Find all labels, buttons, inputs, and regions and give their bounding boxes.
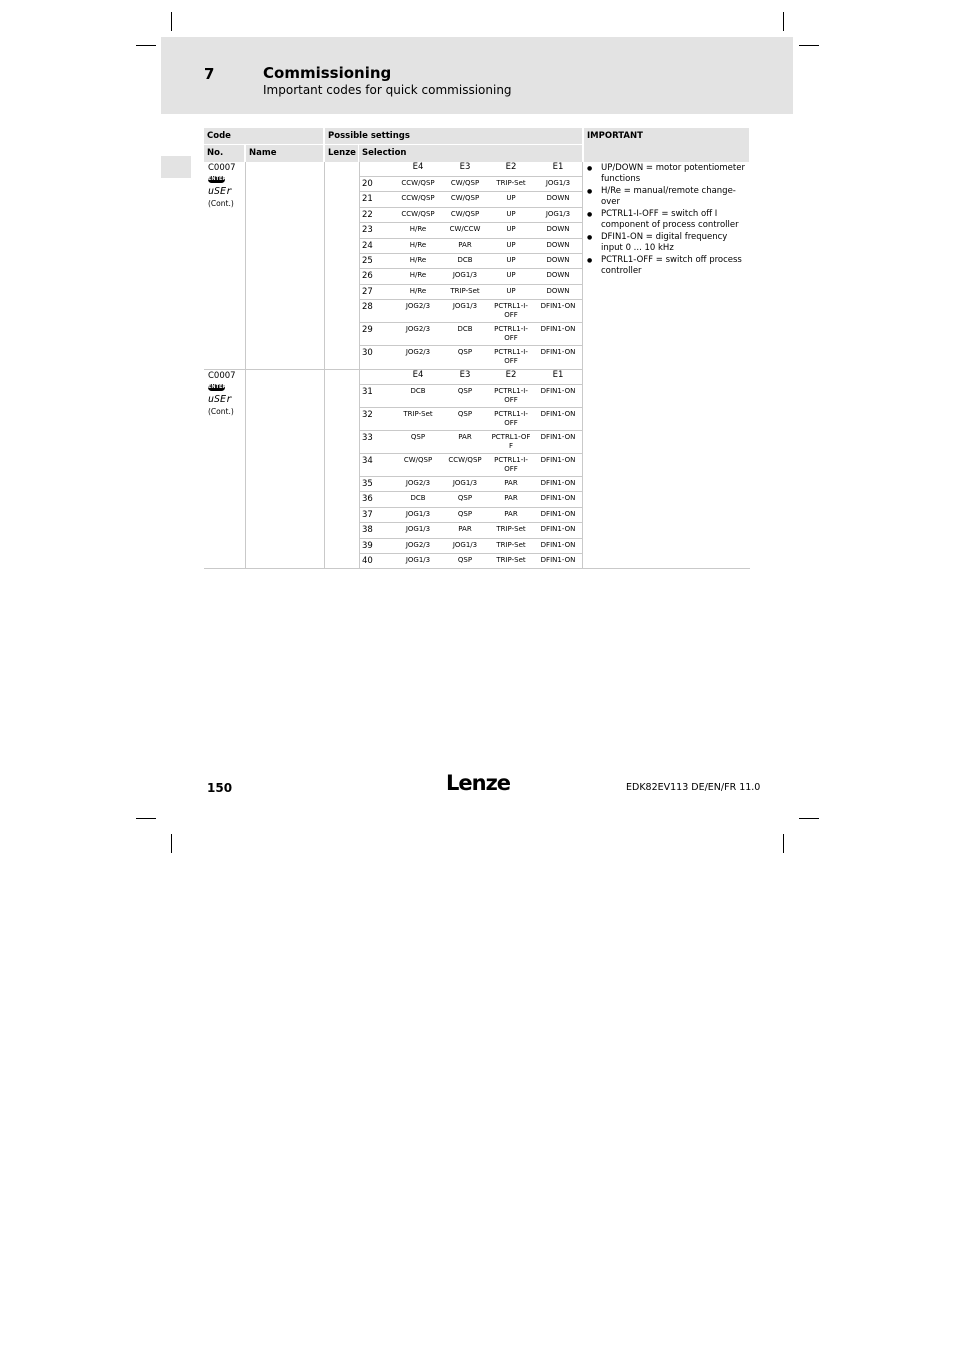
selection-row	[360, 323, 582, 345]
selection-row	[360, 208, 582, 222]
selection-number: 33	[362, 433, 373, 443]
selection-value: H/Re	[409, 256, 427, 264]
chapter-title: Commissioning	[263, 64, 392, 82]
selection-number: 27	[362, 286, 373, 297]
selection-value: DOWN	[546, 286, 570, 295]
selection-number: 31	[362, 387, 373, 397]
table-head-name: Name	[246, 145, 323, 162]
selection-number: 29	[362, 325, 373, 336]
selection-value: CW/QSP	[403, 456, 433, 464]
selection-value: DFIN1-ON	[540, 525, 576, 534]
selection-row	[360, 300, 582, 322]
selection-value: TRIP-Set	[496, 540, 526, 549]
important-note: ● H/Re = manual/remote change-over	[586, 186, 746, 208]
selection-value: UP	[506, 209, 516, 218]
selection-value: PAR	[458, 433, 472, 441]
selection-value: DOWN	[546, 240, 570, 249]
selection-value: UP	[506, 240, 516, 249]
crop-mark	[136, 818, 156, 819]
lcd-display-text: uSEr	[208, 186, 233, 197]
selection-number: 22	[362, 209, 373, 220]
selection-row	[360, 508, 582, 522]
table-head-no: No.	[204, 145, 244, 162]
selection-value: CCW/QSP	[401, 194, 435, 203]
important-notes-list	[586, 163, 746, 278]
selection-row	[360, 285, 582, 299]
selection-value: QSP	[410, 433, 426, 441]
document-id: EDK82EV113 DE/EN/FR 11.0	[626, 782, 761, 793]
selection-number: 23	[362, 225, 373, 236]
selection-value: JOG1/3	[452, 540, 478, 549]
selection-number: 30	[362, 348, 373, 359]
table-grid-line	[324, 162, 325, 568]
table-head-possible-settings: Possible settings	[325, 128, 582, 144]
selection-value: QSP	[457, 556, 473, 564]
table-head-important: IMPORTANT	[584, 128, 749, 162]
table-head-code: Code	[204, 128, 323, 144]
selection-value: UP	[506, 286, 516, 295]
selection-header-row	[360, 370, 582, 384]
table-grid-line	[582, 162, 583, 568]
selection-value: JOG1/3	[452, 479, 478, 487]
chapter-subtitle: Important codes for quick commissioning	[263, 83, 512, 97]
selection-row	[360, 492, 582, 506]
selection-value: JOG1/3	[452, 302, 478, 311]
selection-value: JOG1/3	[545, 179, 571, 187]
enter-key-icon: ENTER	[208, 384, 227, 390]
selection-row	[360, 177, 582, 191]
selection-value: DFIN1-ON	[540, 325, 576, 334]
selection-value: QSP	[457, 348, 473, 357]
selection-value: H/Re	[409, 225, 427, 234]
selection-value: QSP	[457, 410, 473, 418]
selection-number: 36	[362, 494, 373, 505]
selection-value: DFIN1-ON	[540, 479, 576, 487]
selection-value: DFIN1-ON	[540, 556, 576, 564]
selection-row	[360, 385, 582, 407]
selection-value: PAR	[504, 479, 518, 487]
continued-label: (Cont.)	[208, 199, 234, 208]
selection-number: 40	[362, 556, 373, 566]
selection-column-header: E1	[552, 370, 564, 380]
selection-value: DCB	[457, 325, 473, 334]
selection-value: CW/QSP	[450, 209, 480, 218]
selection-value: PCTRL1-I- OFF	[494, 456, 528, 473]
selection-value: DFIN1-ON	[540, 433, 576, 441]
code-cell	[208, 162, 236, 210]
important-note: ● UP/DOWN = motor potentiometer functions	[586, 163, 746, 185]
code-cell	[208, 370, 236, 418]
selection-number: 25	[362, 256, 373, 266]
selection-column-header: E3	[459, 162, 471, 172]
selection-number: 37	[362, 509, 373, 520]
selection-value: CW/QSP	[450, 194, 480, 203]
selection-column-header: E4	[412, 162, 424, 172]
selection-number: 32	[362, 410, 373, 420]
selection-number: 24	[362, 240, 373, 251]
chapter-side-tab	[161, 156, 191, 178]
selection-header-row	[360, 162, 582, 176]
selection-value: QSP	[457, 387, 473, 395]
selection-value: DFIN1-ON	[540, 302, 576, 311]
important-note: ● DFIN1-ON = digital frequency input 0 ... 10 kHz	[586, 232, 746, 254]
selection-value: TRIP-Set	[496, 525, 526, 534]
header-band	[161, 37, 793, 114]
selection-value: QSP	[457, 494, 473, 503]
selection-value: JOG2/3	[405, 479, 431, 487]
table-head-lenze: Lenze	[325, 145, 358, 162]
table-grid-line	[245, 162, 246, 568]
page-number: 150	[207, 781, 233, 795]
selection-row	[360, 223, 582, 237]
code-number: C0007	[208, 371, 236, 381]
crop-mark	[799, 818, 819, 819]
selection-value: PCTRL1-I- OFF	[494, 348, 528, 366]
selection-value: JOG1/3	[405, 525, 431, 534]
selection-value: QSP	[457, 509, 473, 518]
crop-mark	[783, 834, 784, 853]
selection-value: PCTRL1-I- OFF	[494, 410, 528, 427]
selection-row	[360, 523, 582, 537]
selection-number: 21	[362, 194, 373, 205]
selection-row	[360, 454, 582, 476]
selection-value: JOG1/3	[545, 209, 571, 218]
important-note: ● PCTRL1-OFF = switch off process controller	[586, 255, 746, 277]
selection-value: PAR	[504, 494, 518, 503]
enter-key-icon: ENTER	[208, 176, 227, 182]
selection-value: JOG2/3	[405, 540, 431, 549]
selection-value: DFIN1-ON	[540, 509, 576, 518]
selection-value: DFIN1-ON	[540, 456, 576, 464]
table-head-selection: Selection	[359, 145, 582, 162]
selection-row	[360, 431, 582, 453]
selection-row	[360, 539, 582, 553]
selection-number: 26	[362, 271, 373, 282]
selection-number: 35	[362, 479, 373, 489]
selection-value: JOG2/3	[405, 302, 431, 311]
selection-value: DCB	[410, 494, 426, 503]
selection-value: CCW/QSP	[401, 179, 435, 187]
selection-value: DFIN1-ON	[540, 410, 576, 418]
selection-value: CCW/QSP	[401, 209, 435, 218]
selection-value: TRIP-Set	[450, 286, 480, 295]
code-number: C0007	[208, 163, 236, 173]
selection-value: UP	[506, 194, 516, 203]
selection-value: DFIN1-ON	[540, 540, 576, 549]
selection-value: CW/QSP	[450, 179, 480, 187]
continued-label: (Cont.)	[208, 407, 234, 416]
selection-value: CCW/QSP	[448, 456, 482, 464]
selection-value: TRIP-Set	[496, 556, 526, 564]
selection-value: CW/CCW	[449, 225, 481, 234]
selection-row	[360, 554, 582, 568]
selection-value: JOG2/3	[405, 348, 431, 357]
selection-value: DFIN1-ON	[540, 387, 576, 395]
selection-value: UP	[506, 256, 516, 264]
selection-column-header: E4	[412, 370, 424, 380]
selection-row	[360, 239, 582, 253]
selection-row	[360, 408, 582, 430]
crop-mark	[171, 12, 172, 31]
selection-column-header: E3	[459, 370, 471, 380]
selection-value: DOWN	[546, 256, 570, 264]
selection-value: H/Re	[409, 271, 427, 280]
selection-value: JOG1/3	[405, 556, 431, 564]
crop-mark	[171, 834, 172, 853]
selection-column-header: E2	[505, 162, 517, 172]
selection-number: 28	[362, 302, 373, 313]
selection-value: DOWN	[546, 271, 570, 280]
selection-number: 20	[362, 179, 373, 189]
selection-value: PAR	[458, 525, 472, 534]
selection-column-header: E1	[552, 162, 564, 172]
selection-value: DCB	[457, 256, 473, 264]
selection-value: JOG1/3	[405, 509, 431, 518]
selection-value: DFIN1-ON	[540, 494, 576, 503]
selection-number: 39	[362, 540, 373, 551]
crop-mark	[783, 12, 784, 31]
selection-value: PCTRL1-OF F	[491, 433, 531, 450]
crop-mark	[799, 45, 819, 46]
important-note: ● PCTRL1-I-OFF = switch off I component of process controller	[586, 209, 746, 231]
selection-row	[360, 254, 582, 268]
selection-value: JOG1/3	[452, 271, 478, 280]
selection-value: UP	[506, 271, 516, 280]
selection-value: DCB	[410, 387, 426, 395]
selection-value: DOWN	[546, 194, 570, 203]
selection-value: DFIN1-ON	[540, 348, 576, 357]
selection-number: 38	[362, 525, 373, 536]
selection-value: PAR	[504, 509, 518, 518]
crop-mark	[136, 45, 156, 46]
selection-value: PAR	[458, 240, 472, 249]
selection-value: TRIP-Set	[403, 410, 433, 418]
selection-number: 34	[362, 456, 373, 466]
selection-row	[360, 477, 582, 491]
selection-value: UP	[506, 225, 516, 234]
lenze-logo: Lenze	[446, 771, 511, 795]
selection-value: PCTRL1-I- OFF	[494, 302, 528, 320]
selection-value: PCTRL1-I- OFF	[494, 387, 528, 404]
chapter-number: 7	[204, 65, 215, 83]
selection-row	[360, 192, 582, 206]
selection-value: H/Re	[409, 240, 427, 249]
selection-value: JOG2/3	[405, 325, 431, 334]
selection-row	[360, 346, 582, 368]
selection-value: PCTRL1-I- OFF	[494, 325, 528, 343]
selection-value: DOWN	[546, 225, 570, 234]
selection-row	[360, 269, 582, 283]
selection-value: H/Re	[409, 286, 427, 295]
selection-column-header: E2	[505, 370, 517, 380]
selection-value: TRIP-Set	[496, 179, 526, 187]
lcd-display-text: uSEr	[208, 394, 233, 405]
